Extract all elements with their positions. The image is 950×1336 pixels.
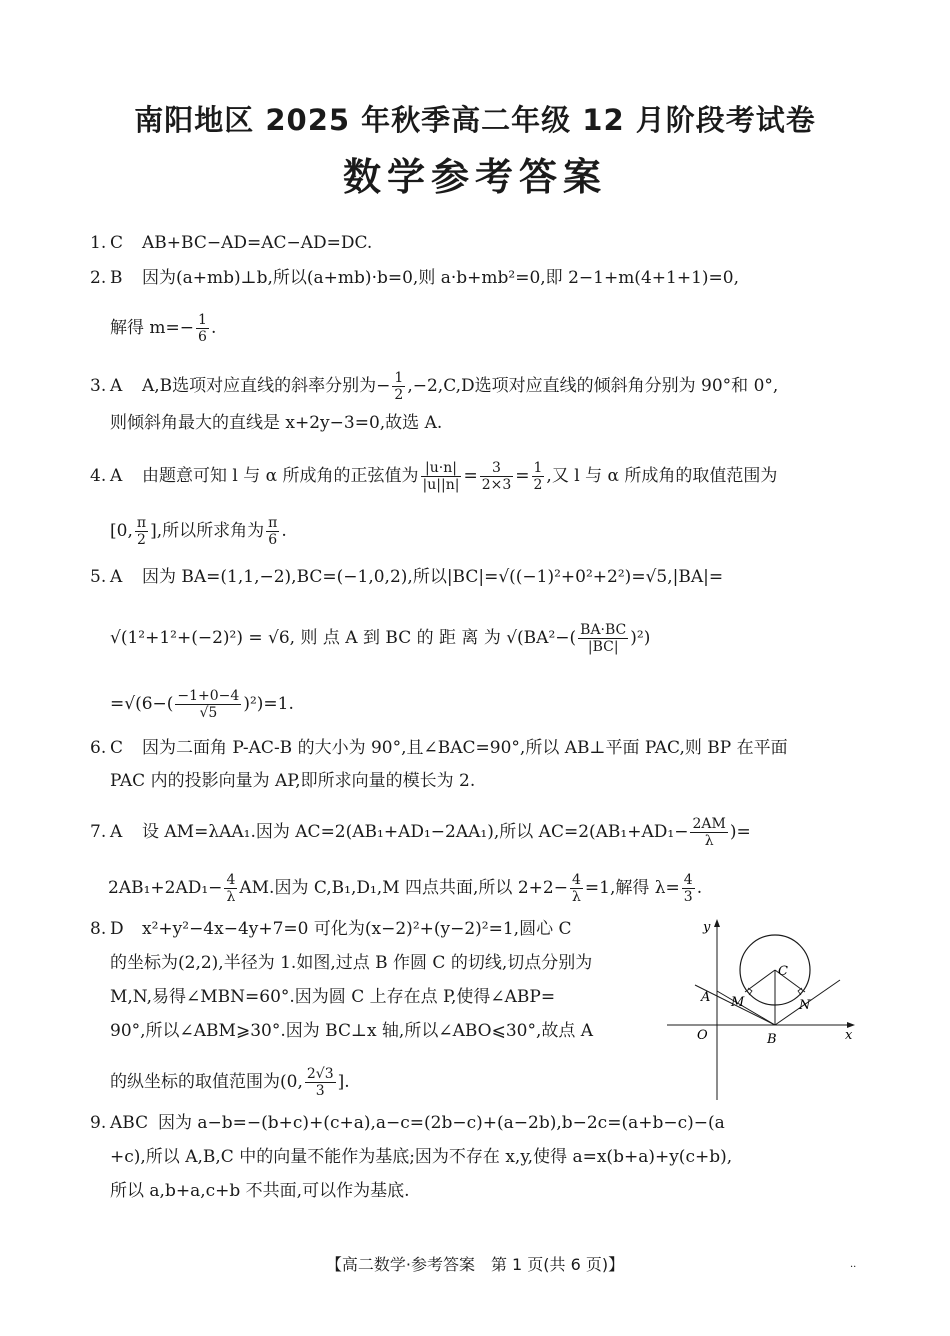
numerator: π [268, 515, 278, 531]
solution-text: ]. [337, 1072, 350, 1092]
fraction [690, 816, 727, 849]
fraction [224, 872, 237, 905]
answer-5-line-2 [110, 622, 650, 655]
denominator: 2 [137, 532, 146, 548]
solution-text: 由题意可知 l 与 α 所成角的正弦值为 [142, 466, 419, 486]
solution-text: AB+BC−AD=AC−AD=DC. [142, 233, 373, 253]
label-o: O [697, 1028, 708, 1043]
numerator: 1 [198, 312, 207, 328]
solution-text: 因为二面角 P-AC-B 的大小为 90°,且∠BAC=90°,所以 AB⊥平面 PAC,则 BP 在平面 [142, 738, 788, 758]
page-subtitle: 数学参考答案 [342, 155, 607, 199]
equals-sign: = [515, 466, 530, 486]
fraction [392, 370, 405, 403]
circle-tangent-figure [665, 915, 865, 1105]
segment-ba [717, 991, 775, 1025]
solution-text: 则倾斜角最大的直线是 x+2y−3=0,故选 A. [110, 413, 443, 433]
answer-9-line-3 [110, 1180, 409, 1202]
y-axis-arrow [714, 919, 720, 927]
equals-sign: = [463, 466, 478, 486]
answer-choice: B [110, 268, 123, 288]
numerator: π [136, 515, 147, 531]
numerator: 4 [683, 872, 693, 888]
label-x: x [845, 1028, 853, 1043]
solution-text: . [210, 318, 217, 338]
denominator: |u||n| [422, 477, 460, 493]
answer-8-line-5 [110, 1066, 350, 1099]
answer-6-line-2 [110, 770, 475, 792]
numerator: 1 [533, 460, 543, 476]
numerator: −1+0−4 [177, 688, 240, 704]
denominator: λ [226, 889, 236, 905]
solution-text: AM.因为 C,B₁,D₁,M 四点共面,所以 2+2− [239, 878, 568, 898]
fraction [135, 515, 148, 548]
solution-text: PAC 内的投影向量为 AP,即所求向量的模长为 2. [110, 771, 476, 791]
solution-text: √(1²+1²+(−2)²) = √6, 则 点 A 到 BC 的 距 离 为 √(BA²−( [110, 628, 577, 648]
fraction [578, 622, 628, 655]
solution-text: 的纵坐标的取值范围为(0, [110, 1072, 303, 1092]
solution-text: . [696, 878, 703, 898]
page-footer: 【高二数学·参考答案 第 1 页(共 6 页)】 [325, 1255, 625, 1274]
answer-9-line-2 [110, 1146, 732, 1168]
question-number: 6. [90, 738, 107, 758]
answer-5-line-3 [110, 688, 294, 721]
fraction [570, 872, 583, 905]
numerator: BA·BC [580, 622, 627, 638]
label-c: C [778, 964, 788, 979]
numerator: 4 [571, 872, 581, 888]
answer-8 [90, 918, 572, 940]
denominator: 2 [533, 477, 543, 493]
label-b: B [767, 1032, 777, 1047]
solution-text: +c),所以 A,B,C 中的向量不能作为基底;因为不存在 x,y,使得 a=x(b+a)+y(c+b), [110, 1147, 733, 1167]
solution-text: 90°,所以∠ABM⩾30°.因为 BC⊥x 轴,所以∠ABO⩽30°,故点 A [110, 1021, 594, 1041]
solution-text: 的坐标为(2,2),半径为 1.如图,过点 B 作圆 C 的切线,切点分别为 [110, 953, 593, 973]
solution-text: 设 AM=λAA₁.因为 AC=2(AB₁+AD₁−2AA₁),所以 AC=2(AB₁+AD₁− [142, 822, 689, 842]
solution-text: )²) [630, 628, 651, 648]
denominator: |BC| [587, 639, 619, 655]
answer-1 [90, 232, 372, 254]
fraction [305, 1066, 336, 1099]
fraction [175, 688, 241, 721]
numerator: 3 [480, 460, 514, 477]
solution-text: 解得 m=− [110, 318, 195, 338]
answer-8-line-4 [110, 1020, 593, 1042]
answer-choice: ABC [110, 1113, 149, 1133]
answer-2 [90, 267, 739, 289]
question-number: 8. [90, 919, 107, 939]
question-number: 2. [90, 268, 107, 288]
solution-text: x²+y²−4x−4y+7=0 可化为(x−2)²+(y−2)²=1,圆心 C [142, 919, 572, 939]
denominator: λ [571, 889, 581, 905]
answer-choice: A [110, 466, 123, 486]
question-number: 5. [90, 567, 107, 587]
solution-text: M,N,易得∠MBN=60°.因为圆 C 上存在点 P,使得∠ABP= [110, 987, 556, 1007]
fraction [480, 460, 514, 493]
question-number: 1. [90, 233, 107, 253]
answer-6 [90, 737, 788, 759]
denominator: 6 [268, 532, 278, 548]
label-y: y [703, 920, 711, 935]
corner-mark: ·· [850, 1262, 857, 1273]
solution-text: 因为(a+mb)⊥b,所以(a+mb)·b=0,则 a·b+mb²=0,即 2−1+m(4+1+1)=0, [142, 268, 739, 288]
answer-4 [90, 460, 777, 493]
answer-4-line-2 [110, 515, 287, 548]
answer-choice: C [110, 738, 124, 758]
answer-3-line-2 [110, 412, 442, 434]
solution-text: )= [729, 822, 751, 842]
denominator: 2×3 [481, 477, 512, 493]
answer-9 [90, 1112, 725, 1134]
denominator: 2 [394, 387, 404, 403]
answer-5 [90, 566, 723, 588]
solution-text: ,又 l 与 α 所成角的取值范围为 [546, 466, 778, 486]
answer-8-line-2 [110, 952, 592, 974]
solution-text: ,−2,C,D选项对应直线的倾斜角分别为 90°和 0°, [407, 376, 779, 396]
question-number: 4. [90, 466, 107, 486]
label-a: A [701, 990, 711, 1005]
fraction [682, 872, 695, 905]
denominator: √5 [199, 705, 218, 721]
solution-text: [0, [110, 521, 133, 541]
solution-text: ],所以所求角为 [150, 521, 265, 541]
numerator: 1 [394, 370, 404, 386]
solution-text: 2AB₁+2AD₁− [108, 878, 223, 898]
numerator: 2AM [692, 816, 726, 832]
solution-text: A,B选项对应直线的斜率分别为− [142, 376, 391, 396]
solution-text: =√(6−( [110, 694, 174, 714]
solution-text: 所以 a,b+a,c+b 不共面,可以作为基底. [110, 1181, 410, 1201]
solution-text: )²)=1. [243, 694, 294, 714]
answer-8-line-3 [110, 986, 555, 1008]
fraction [421, 460, 462, 493]
denominator: 3 [683, 889, 693, 905]
fraction [532, 460, 545, 493]
answer-choice: A [110, 376, 123, 396]
question-number: 3. [90, 376, 107, 396]
denominator: 6 [198, 329, 207, 345]
answer-7 [90, 816, 751, 849]
answer-2-line-2 [110, 312, 216, 345]
solution-text: 因为 a−b=−(b+c)+(c+a),a−c=(2b−c)+(a−2b),b−2c=(a+b−c)−(a [158, 1113, 725, 1133]
answer-choice: C [110, 233, 124, 253]
fraction [266, 515, 279, 548]
answer-7-line-2 [108, 872, 702, 905]
answer-choice: A [110, 822, 123, 842]
denominator: 3 [315, 1083, 325, 1099]
question-number: 9. [90, 1113, 107, 1133]
denominator: λ [704, 833, 714, 849]
page-title: 南阳地区 2025 年秋季高二年级 12 月阶段考试卷 [134, 103, 816, 137]
numerator: 2√3 [306, 1066, 334, 1082]
numerator: |u·n| [421, 460, 462, 477]
solution-text: 因为 BA=(1,1,−2),BC=(−1,0,2),所以|BC|=√((−1)²+0²+2²)=√5,|BA|= [142, 567, 724, 587]
answer-choice: D [110, 919, 124, 939]
label-n: N [799, 998, 811, 1013]
solution-text: . [281, 521, 287, 541]
fraction [196, 312, 209, 345]
answer-3 [90, 370, 778, 403]
question-number: 7. [90, 822, 107, 842]
numerator: 4 [226, 872, 236, 888]
answer-choice: A [110, 567, 123, 587]
solution-text: =1,解得 λ= [584, 878, 680, 898]
label-m: M [731, 995, 745, 1010]
